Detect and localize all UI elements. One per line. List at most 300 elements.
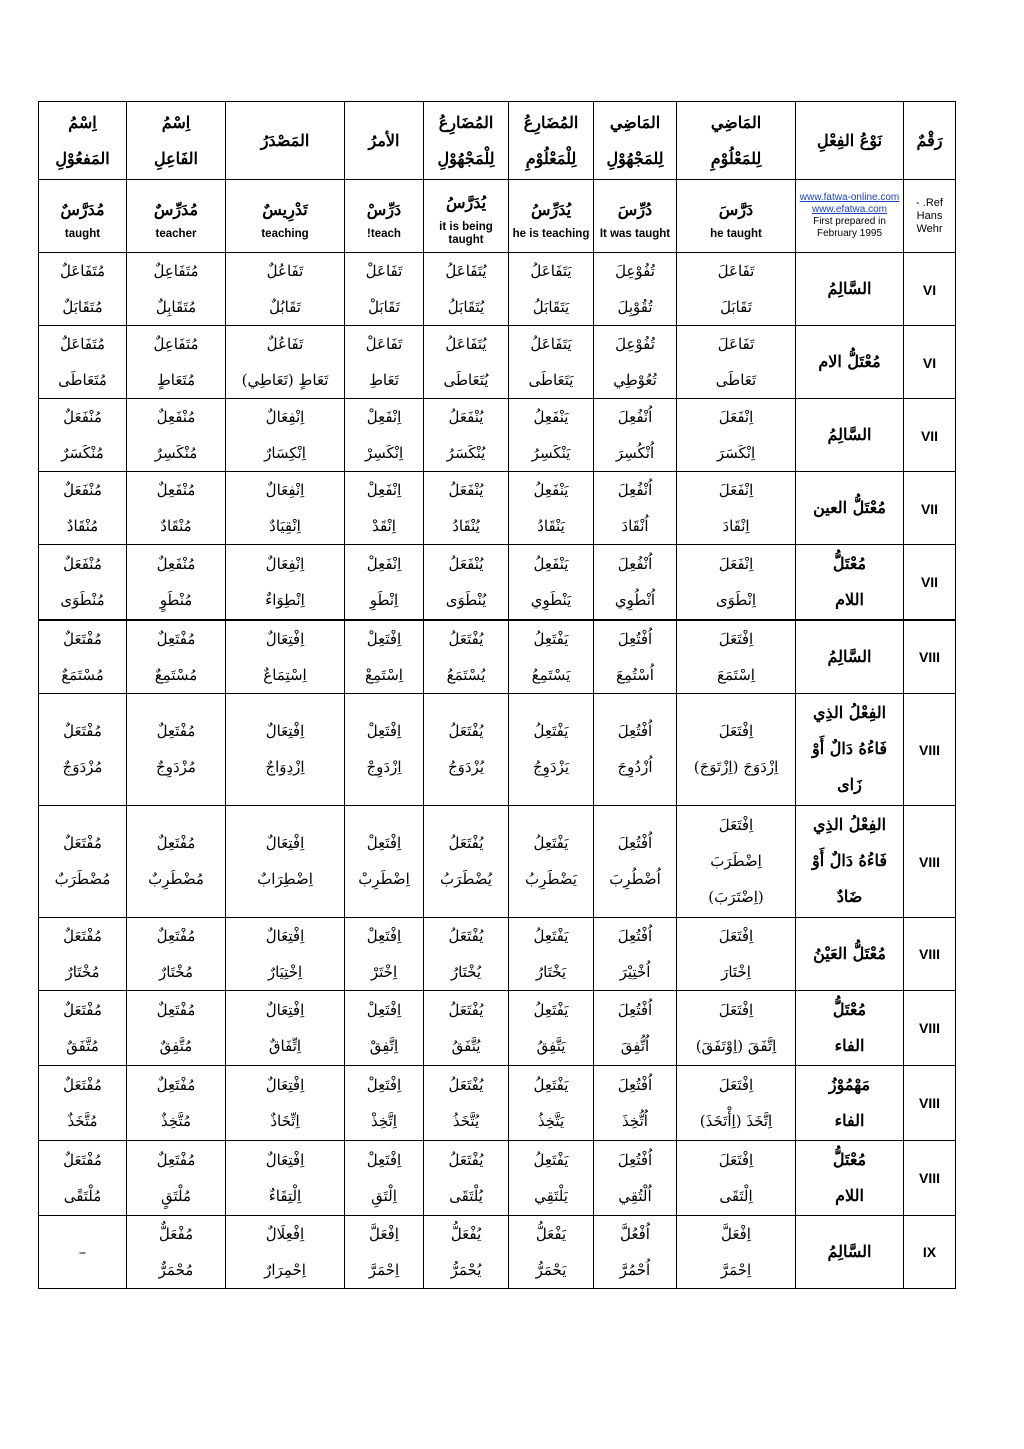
pattern-form: مُنْفَعَلٌ — [63, 554, 102, 573]
pattern-form: يُفْتَعَلُ — [448, 834, 484, 852]
example-present-active: يُدَرِّسُ he is teaching — [509, 180, 594, 253]
pattern-form: يَفْتَعِلُ — [533, 1150, 569, 1169]
conjugation-cell — [424, 990, 509, 1065]
verb-type-cell — [796, 990, 904, 1065]
pattern-form: مُتَفَاعِلٌ — [153, 262, 199, 280]
header-present-passive: المُضَارِعُ لِلْمَجْهُوْلِ — [424, 102, 509, 180]
example-form: اُحْمُرَّ — [619, 1260, 651, 1279]
example-form: مُنْكَسِرٌ — [154, 444, 198, 462]
example-form: اِنْكَسِرْ — [364, 444, 404, 462]
example-form: يُتَقَابَلُ — [447, 298, 485, 316]
form-number-label: VIII — [918, 853, 940, 870]
example-form: اِنْطَوَى — [715, 590, 757, 609]
example-form: اُضْطُرِبَ — [609, 870, 661, 888]
pattern-form: اِفْتِعَالٌ — [265, 1075, 305, 1094]
example-form: اِسْتِمَاعٌ — [263, 665, 307, 684]
example-form: اِضْطَرَبَ — [710, 852, 762, 870]
table-row — [39, 990, 956, 1065]
pattern-form: تَفَاعَلَ — [717, 262, 755, 280]
source-cell — [796, 180, 904, 253]
verb-type-text: اللام — [835, 589, 864, 609]
pattern-form: يَنْفَعِلُ — [533, 554, 569, 573]
conjugation-cell — [226, 990, 345, 1065]
pattern-form: مُفْتَعَلٌ — [63, 722, 102, 740]
conjugation-cell — [127, 917, 226, 990]
example-form: اِحْمِرَارٌ — [264, 1260, 306, 1279]
verb-type-text: مُعْتَلُّ — [832, 553, 867, 573]
example-form: تَقَابَلَ — [720, 298, 752, 316]
verb-type-text: السَّالِمُ — [827, 279, 872, 298]
conjugation-cell — [509, 990, 594, 1065]
table-row — [39, 545, 956, 620]
conjugation-cell — [677, 326, 796, 399]
conjugation-cell — [677, 693, 796, 805]
example-form: مُحْمَرٌّ — [158, 1260, 194, 1279]
form-number — [904, 693, 956, 805]
example-form: مُزْدَوَجٌ — [62, 758, 103, 776]
pattern-form: اِفْتِعَالٌ — [265, 629, 305, 648]
example-form: اِزْدَوَجَ (اِزْتَوَجَ) — [693, 758, 779, 776]
example-form: اِحْمَرَّ — [368, 1260, 400, 1279]
verb-type-cell — [796, 545, 904, 620]
conjugation-cell — [424, 917, 509, 990]
example-form: اُخْتِيْرَ — [619, 962, 651, 981]
verb-type-cell — [796, 805, 904, 917]
table-row — [39, 1140, 956, 1215]
example-form: مُنْقَادٌ — [160, 517, 192, 535]
example-form: يَضْطَرِبُ — [525, 870, 577, 888]
pattern-form: يُفْتَعَلُ — [448, 926, 484, 945]
table-body — [39, 102, 956, 1289]
pattern-form: اِفْتِعَالٌ — [265, 1150, 305, 1169]
example-form: اُلْتُقِي — [618, 1186, 652, 1205]
example-form: يَتَّفِقُ — [536, 1036, 566, 1055]
verb-type-text: السَّالِمُ — [827, 646, 872, 666]
example-form: يُحْمَرُّ — [450, 1260, 482, 1279]
example-form: اُتُّفِقَ — [620, 1036, 650, 1055]
pattern-form: تَفَاعُلٌ — [266, 262, 304, 280]
pattern-form: اِفْتِعَالٌ — [265, 834, 305, 852]
header-present-active: المُضَارِعُ لِلْمَعْلُوْمِ — [509, 102, 594, 180]
form-number-label: IX — [922, 1244, 937, 1260]
form-number-label: VII — [920, 427, 939, 444]
example-form: تَقَابُلٌ — [269, 298, 301, 316]
conjugation-cell — [226, 805, 345, 917]
pattern-form: اِفْتَعِلْ — [366, 1000, 402, 1019]
pattern-form: اِنْفِعَالٌ — [265, 554, 305, 573]
conjugation-cell — [594, 990, 677, 1065]
example-form: يَتَعَاطَى — [528, 371, 574, 389]
conjugation-cell — [345, 805, 424, 917]
conjugation-cell — [226, 917, 345, 990]
form-number — [904, 1065, 956, 1140]
conjugation-cell — [509, 1215, 594, 1288]
form-number — [904, 1140, 956, 1215]
pattern-form: تَفَاعَلْ — [365, 262, 403, 280]
header-past-active: المَاضِي لِلمَعْلُوْمِ — [677, 102, 796, 180]
verb-type-cell — [796, 399, 904, 472]
pattern-form: اُنْفُعِلَ — [617, 408, 653, 426]
conjugation-cell — [345, 620, 424, 694]
pattern-form: مُفْتَعِلٌ — [156, 1150, 196, 1169]
verb-type-cell — [796, 693, 904, 805]
example-form: مُضْطَرَبٌ — [54, 870, 111, 888]
conjugation-cell — [127, 399, 226, 472]
conjugation-cell — [345, 399, 424, 472]
example-form: مُضْطَرِبٌ — [148, 870, 204, 888]
pattern-form: يَفْتَعِلُ — [533, 629, 569, 648]
conjugation-cell — [509, 1065, 594, 1140]
pattern-form: مُفْتَعَلٌ — [63, 1150, 102, 1169]
fatwa-online-link[interactable]: www.fatwa-online.com — [799, 192, 900, 203]
pattern-form: مُفْعَلٌّ — [158, 1224, 194, 1243]
conjugation-cell — [594, 326, 677, 399]
example-verbal-noun: تَدْرِيسٌ teaching — [226, 180, 345, 253]
example-form: يَزْدَوِجُ — [532, 758, 570, 776]
conjugation-cell — [424, 545, 509, 620]
example-form: مُسْتَمَعٌ — [61, 665, 104, 684]
example-past-active: دَرَّسَ he taught — [677, 180, 796, 253]
table-row — [39, 399, 956, 472]
example-form: اِضْطِرَابٌ — [257, 870, 313, 888]
conjugation-cell — [509, 693, 594, 805]
table-row — [39, 326, 956, 399]
pattern-form: تُفُوْعِلَ — [615, 335, 655, 353]
example-form: تَعَاطٍ (تَعَاطِي) — [241, 371, 329, 389]
header-past-passive: المَاضِي لِلمَجْهُوْلِ — [594, 102, 677, 180]
conjugation-cell — [39, 326, 127, 399]
example-form: مُزْدَوِجٌ — [156, 758, 196, 776]
pattern-form: اُفْتُعِلَ — [617, 1000, 653, 1019]
example-form: مُتَّفَقٌ — [66, 1036, 99, 1055]
example-form: مُخْتَارٌ — [65, 962, 100, 981]
verb-type-cell — [796, 620, 904, 694]
conjugation-cell — [226, 326, 345, 399]
pattern-form: يَفْعَلُّ — [535, 1224, 567, 1243]
conjugation-cell — [345, 326, 424, 399]
verb-type-cell — [796, 472, 904, 545]
form-number-label: VIII — [918, 946, 940, 962]
verb-type-text: اللام — [835, 1185, 864, 1205]
conjugation-cell — [226, 1140, 345, 1215]
example-form: اِلْتَقَى — [719, 1186, 753, 1205]
form-number — [904, 472, 956, 545]
pattern-form: اُفْتُعِلَ — [617, 629, 653, 648]
pattern-form: مُفْتَعَلٌ — [63, 1075, 102, 1094]
pattern-form: اِفْعَلَّ — [721, 1224, 751, 1243]
pattern-form: يَفْتَعِلُ — [533, 722, 569, 740]
example-form: مُنْطَوٍ — [159, 590, 193, 609]
conjugation-cell — [424, 253, 509, 326]
conjugation-cell — [677, 990, 796, 1065]
conjugation-cell — [345, 1215, 424, 1288]
verb-type-cell — [796, 1215, 904, 1288]
conjugation-cell — [127, 1140, 226, 1215]
pattern-form: اُفْعُلَّ — [620, 1224, 650, 1243]
pattern-form: يُنْفَعَلُ — [448, 554, 484, 573]
pattern-form: يَفْتَعِلُ — [533, 834, 569, 852]
conjugation-cell — [509, 253, 594, 326]
conjugation-cell — [39, 620, 127, 694]
table-row — [39, 805, 956, 917]
conjugation-cell — [677, 917, 796, 990]
verb-type-text: السَّالِمُ — [827, 1241, 872, 1261]
pattern-form: اِفْتَعِلْ — [366, 1075, 402, 1094]
example-form: اِسْتَمِعْ — [365, 665, 403, 684]
conjugation-cell — [226, 253, 345, 326]
pattern-form: مُفْتَعِلٌ — [156, 629, 196, 648]
form-number-label: VII — [920, 574, 939, 591]
efatwa-link[interactable]: www.efatwa.com — [811, 204, 888, 215]
table-row — [39, 693, 956, 805]
conjugation-cell — [594, 545, 677, 620]
conjugation-cell — [424, 1215, 509, 1288]
header-imperative: الأمرُ — [345, 102, 424, 180]
verb-type-cell — [796, 917, 904, 990]
verb-type-text: فَاءُهُ دَالٌ أَوْ — [812, 739, 887, 758]
example-form: يُتَعَاطَى — [443, 371, 489, 389]
conjugation-cell — [127, 620, 226, 694]
conjugation-cell — [39, 805, 127, 917]
example-form: اِنْطِوَاءٌ — [265, 590, 305, 609]
conjugation-cell — [39, 399, 127, 472]
pattern-form: يُفْتَعَلُ — [448, 629, 484, 648]
verb-type-text: الفاء — [834, 1110, 865, 1130]
pattern-form: تَفَاعَلْ — [365, 335, 403, 353]
example-form: يَلْتَقِي — [534, 1186, 568, 1205]
pattern-form: اِفْتَعَلَ — [718, 1150, 754, 1169]
example-form: اِتِّخَاذٌ — [270, 1111, 300, 1130]
conjugation-cell — [345, 693, 424, 805]
pattern-form: يَتَفَاعَلُ — [530, 335, 572, 353]
conjugation-cell — [594, 1215, 677, 1288]
pattern-form: مُنْفَعَلٌ — [63, 408, 102, 426]
conjugation-cell — [677, 1215, 796, 1288]
conjugation-cell — [226, 472, 345, 545]
form-number-label: VIII — [918, 741, 940, 758]
pattern-form: اِفْتِعَالٌ — [265, 722, 305, 740]
example-form: يَتَقَابَلُ — [532, 298, 570, 316]
pattern-form: مُفْتَعَلٌ — [63, 629, 102, 648]
pattern-form: يُفْتَعَلُ — [448, 1000, 484, 1019]
pattern-form: اِفْتِعَالٌ — [265, 1000, 305, 1019]
verb-type-text: الفاء — [834, 1035, 865, 1055]
pattern-form: اُنْفُعِلَ — [617, 554, 653, 573]
example-form: يُخْتَارُ — [450, 962, 482, 981]
example-form: يُلْتَقَى — [449, 1186, 483, 1205]
conjugation-cell — [127, 545, 226, 620]
example-form: اِسْتَمَعَ — [717, 665, 755, 684]
conjugation-cell — [509, 326, 594, 399]
conjugation-cell — [127, 472, 226, 545]
table-row — [39, 620, 956, 694]
form-number — [904, 545, 956, 620]
pattern-form: تُفُوْعِلَ — [615, 262, 655, 280]
conjugation-cell — [509, 472, 594, 545]
conjugation-cell — [677, 1065, 796, 1140]
example-form: مُتَّخَذٌ — [67, 1111, 98, 1130]
example-form: اُنْقَادَ — [621, 517, 649, 535]
verb-forms-table — [38, 101, 956, 1289]
pattern-form: تَفَاعُلٌ — [266, 335, 304, 353]
example-form: اِنْقَادَ — [722, 517, 750, 535]
form-number-label: VIII — [918, 1020, 940, 1036]
conjugation-cell — [226, 620, 345, 694]
pattern-form: مُفْتَعِلٌ — [156, 926, 196, 945]
example-form: اِنْكَسَرَ — [716, 444, 756, 462]
verb-type-text: مُعْتَلُّ الام — [818, 352, 881, 371]
example-row — [39, 180, 956, 253]
conjugation-cell — [594, 693, 677, 805]
table-row — [39, 253, 956, 326]
example-past-passive: دُرِّسَ It was taught — [594, 180, 677, 253]
conjugation-cell — [424, 326, 509, 399]
example-form: اِنْقِيَادٌ — [269, 517, 301, 535]
conjugation-cell — [424, 1065, 509, 1140]
pattern-form: اِفْعِلَالٌ — [265, 1224, 305, 1243]
pattern-form: اِنْفَعِلْ — [366, 408, 402, 426]
example-form: يَنْقَادُ — [537, 517, 565, 535]
verb-type-cell — [796, 253, 904, 326]
example-form: مُلْتَقًى — [63, 1186, 102, 1205]
conjugation-cell — [509, 399, 594, 472]
conjugation-cell — [594, 917, 677, 990]
pattern-form: يَنْفَعِلُ — [533, 408, 569, 426]
pattern-form: اِنْفَعَلَ — [718, 554, 754, 573]
conjugation-cell — [226, 545, 345, 620]
conjugation-cell — [509, 917, 594, 990]
verb-type-text: مُعْتَلُّ — [832, 999, 867, 1019]
conjugation-cell — [677, 399, 796, 472]
conjugation-cell — [594, 805, 677, 917]
pattern-form: مُفْتَعَلٌ — [63, 1000, 102, 1019]
conjugation-cell — [677, 620, 796, 694]
conjugation-cell — [39, 1065, 127, 1140]
conjugation-cell — [39, 472, 127, 545]
conjugation-cell — [509, 805, 594, 917]
conjugation-cell — [509, 620, 594, 694]
conjugation-cell — [39, 253, 127, 326]
example-form: اِنْطَوِ — [369, 590, 399, 609]
conjugation-cell — [594, 253, 677, 326]
form-number — [904, 917, 956, 990]
conjugation-cell — [39, 917, 127, 990]
conjugation-cell — [127, 1065, 226, 1140]
conjugation-cell — [39, 693, 127, 805]
example-form: يُنْطَوَى — [445, 590, 487, 609]
pattern-form: مُفْتَعِلٌ — [156, 722, 196, 740]
verb-type-text: زَاى — [837, 775, 862, 794]
verb-type-text: الفِعْلُ الذِي — [812, 703, 887, 722]
verb-type-cell — [796, 326, 904, 399]
conjugation-cell — [424, 1140, 509, 1215]
example-form: اِخْتَرْ — [370, 962, 398, 981]
pattern-form: اِفْعَلَّ — [369, 1224, 399, 1243]
pattern-form: مُنْفَعِلٌ — [156, 554, 196, 573]
example-form: اُنْطُوِي — [614, 590, 656, 609]
conjugation-cell — [127, 326, 226, 399]
conjugation-cell — [345, 917, 424, 990]
conjugation-cell — [226, 1215, 345, 1288]
conjugation-cell — [127, 805, 226, 917]
pattern-form: اِنْفَعَلَ — [718, 481, 754, 499]
verb-type-cell — [796, 1140, 904, 1215]
pattern-form: اُنْفُعِلَ — [617, 481, 653, 499]
conjugation-cell — [345, 472, 424, 545]
table-row — [39, 917, 956, 990]
pattern-form: مُفْتَعَلٌ — [63, 834, 102, 852]
pattern-form: اِفْتَعِلْ — [366, 834, 402, 852]
example-form: يُنْقَادُ — [452, 517, 480, 535]
example-form: مُسْتَمِعٌ — [154, 665, 198, 684]
example-form: تَعَاطَى — [715, 371, 757, 389]
verb-type-cell — [796, 1065, 904, 1140]
pattern-form: اِفْتِعَالٌ — [265, 926, 305, 945]
example-form: (اِضْتَرَبَ) — [708, 888, 764, 906]
form-number-label: VIII — [918, 1095, 940, 1111]
conjugation-cell — [677, 805, 796, 917]
conjugation-cell — [39, 1140, 127, 1215]
header-active-participle: اِسْمُ الفَاعِلِ — [127, 102, 226, 180]
example-form: اِتَّفِقْ — [369, 1036, 399, 1055]
conjugation-cell — [677, 1140, 796, 1215]
form-number-label: VIII — [918, 1170, 940, 1186]
verb-type-text: مُعْتَلُّ العين — [813, 498, 886, 517]
pattern-form: يَفْتَعِلُ — [533, 926, 569, 945]
example-form: اِتِّفَاقٌ — [268, 1036, 302, 1055]
example-form: اِزْدَوِجْ — [366, 758, 402, 776]
example-active-participle: مُدَرِّسٌ teacher — [127, 180, 226, 253]
pattern-form: مُنْفَعَلٌ — [63, 481, 102, 499]
conjugation-cell — [594, 399, 677, 472]
example-form: يَنْكَسِرُ — [531, 444, 571, 462]
verb-type-text: مُعْتَلُّ العَيْنُ — [813, 943, 886, 963]
pattern-form: مُفْتَعِلٌ — [156, 834, 196, 852]
pattern-form: يُفْتَعَلُ — [448, 722, 484, 740]
example-form: اِحْمَرَّ — [720, 1260, 752, 1279]
header-passive-participle: اِسْمُ المَفعُوْلِ — [39, 102, 127, 180]
conjugation-cell — [345, 1065, 424, 1140]
conjugation-cell — [39, 990, 127, 1065]
conjugation-cell — [677, 253, 796, 326]
example-form: يَخْتَارُ — [535, 962, 567, 981]
pattern-form: تَفَاعَلَ — [717, 335, 755, 353]
example-form: مُتَعَاطَى — [58, 371, 107, 389]
conjugation-cell — [226, 1065, 345, 1140]
verb-type-text: مُعْتَلُّ — [832, 1149, 867, 1169]
pattern-form: اِنْفَعَلَ — [718, 408, 754, 426]
verb-type-text: مَهْمُوْزُ — [828, 1074, 871, 1094]
example-form: اِضْطَرِبْ — [358, 870, 410, 888]
form-number — [904, 990, 956, 1065]
conjugation-cell — [345, 545, 424, 620]
pattern-form: اُفْتُعِلَ — [617, 834, 653, 852]
example-form: اِخْتِيَارٌ — [267, 962, 303, 981]
pattern-form: اِنْفَعِلْ — [366, 554, 402, 573]
pattern-form: اِفْتَعِلْ — [366, 926, 402, 945]
pattern-form: يُتَفَاعَلُ — [445, 262, 487, 280]
pattern-form: يُنْفَعَلُ — [448, 481, 484, 499]
pattern-form: اِفْتَعِلْ — [366, 629, 402, 648]
example-form: يَحْمَرُّ — [535, 1260, 567, 1279]
example-form: يَنْطَوِي — [530, 590, 572, 609]
conjugation-cell — [345, 990, 424, 1065]
conjugation-cell — [677, 472, 796, 545]
pattern-form: مُفْتَعِلٌ — [156, 1075, 196, 1094]
pattern-form: اِفْتَعَلَ — [718, 1075, 754, 1094]
conjugation-cell — [226, 693, 345, 805]
pattern-form: اِفْتَعَلَ — [718, 629, 754, 648]
